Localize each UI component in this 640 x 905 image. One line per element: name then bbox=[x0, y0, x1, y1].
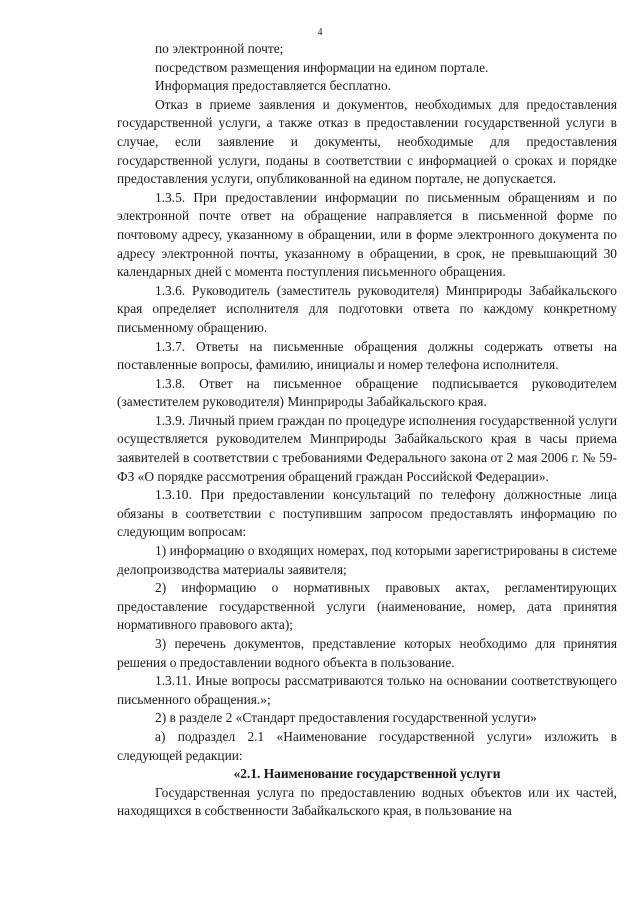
paragraph: 1.3.8. Ответ на письменное обращение подписывается руководителем (заместителем руководителя) Минприроды Забайкальского края. bbox=[117, 375, 617, 410]
paragraph: 1.3.9. Личный прием граждан по процедуре исполнения государственной услуги осуществляется руководителем Минприроды Забайкальского края в часы приема заявителей в соответствии с требованиями Федерального закона от 2 мая 2006 г. № 59-ФЗ «О порядке рассмотрения обращений граждан Российской Федерации». bbox=[117, 412, 617, 484]
paragraph: Информация предоставляется бесплатно. bbox=[155, 78, 391, 94]
page-number: 4 bbox=[317, 27, 323, 38]
paragraph: Государственная услуга по предоставлению водных объектов или их частей, находящихся в собственности Забайкальского края, в пользование на bbox=[117, 784, 617, 819]
paragraph: 1.3.10. При предоставлении консультаций по телефону должностные лица обязаны в соответствии с поступившим запросом предоставлять информацию по следующим вопросам: bbox=[117, 487, 617, 540]
list-item: 3) перечень документов, представление которых необходимо для принятия решения о предоставлении водного объекта в пользование. bbox=[117, 636, 617, 670]
list-item: 1) информацию о входящих номерах, под которыми зарегистрированы в системе делопроизводства материалы заявителя; bbox=[117, 543, 617, 577]
list-item: 2) информацию о нормативных правовых актах, регламентирующих предоставление государственной услуги (наименование, номер, дата принятия нормативного правового акта); bbox=[117, 580, 617, 633]
paragraph: 1.3.7. Ответы на письменные обращения должны содержать ответы на поставленные вопросы, фамилию, инициалы и номер телефона исполнителя. bbox=[117, 338, 617, 373]
paragraph: посредством размещения информации на едином портале. bbox=[155, 59, 489, 75]
paragraph: 1.3.6. Руководитель (заместитель руководителя) Минприроды Забайкальского края определяет исполнителя для подготовки ответа по каждому конкретному письменному обращению. bbox=[117, 282, 617, 335]
paragraph: 1.3.5. При предоставлении информации по письменным обращениям и по электронной почте ответ на обращение направляется в письменной форме по почтовому адресу, указанному в обращении, или в форме электронного документа по адресу электронной почты, указанному в обращении, в срок, не превышающий 30 календарных дней с момента поступления письменного обращения. bbox=[117, 189, 617, 280]
paragraph: по электронной почте; bbox=[155, 41, 284, 56]
document-body bbox=[117, 40, 617, 821]
section-heading: «2.1. Наименование государственной услуги bbox=[233, 766, 501, 782]
paragraph: 2) в разделе 2 «Стандарт предоставления государственной услуги» bbox=[155, 710, 537, 726]
paragraph: 1.3.11. Иные вопросы рассматриваются только на основании соответствующего письменного обращения.»; bbox=[117, 673, 617, 707]
paragraph: Отказ в приеме заявления и документов, необходимых для предоставления государственной услуги, а также отказ в предоставлении государственной услуги в случае, если заявление и документы, необходимые для предоставления государственной услуги, поданы в соответствии с информацией о сроках и порядке предоставления услуги, опубликованной на едином портале, не допускается. bbox=[117, 96, 617, 187]
paragraph: а) подраздел 2.1 «Наименование государственной услуги» изложить в следующей редакции: bbox=[117, 728, 617, 763]
